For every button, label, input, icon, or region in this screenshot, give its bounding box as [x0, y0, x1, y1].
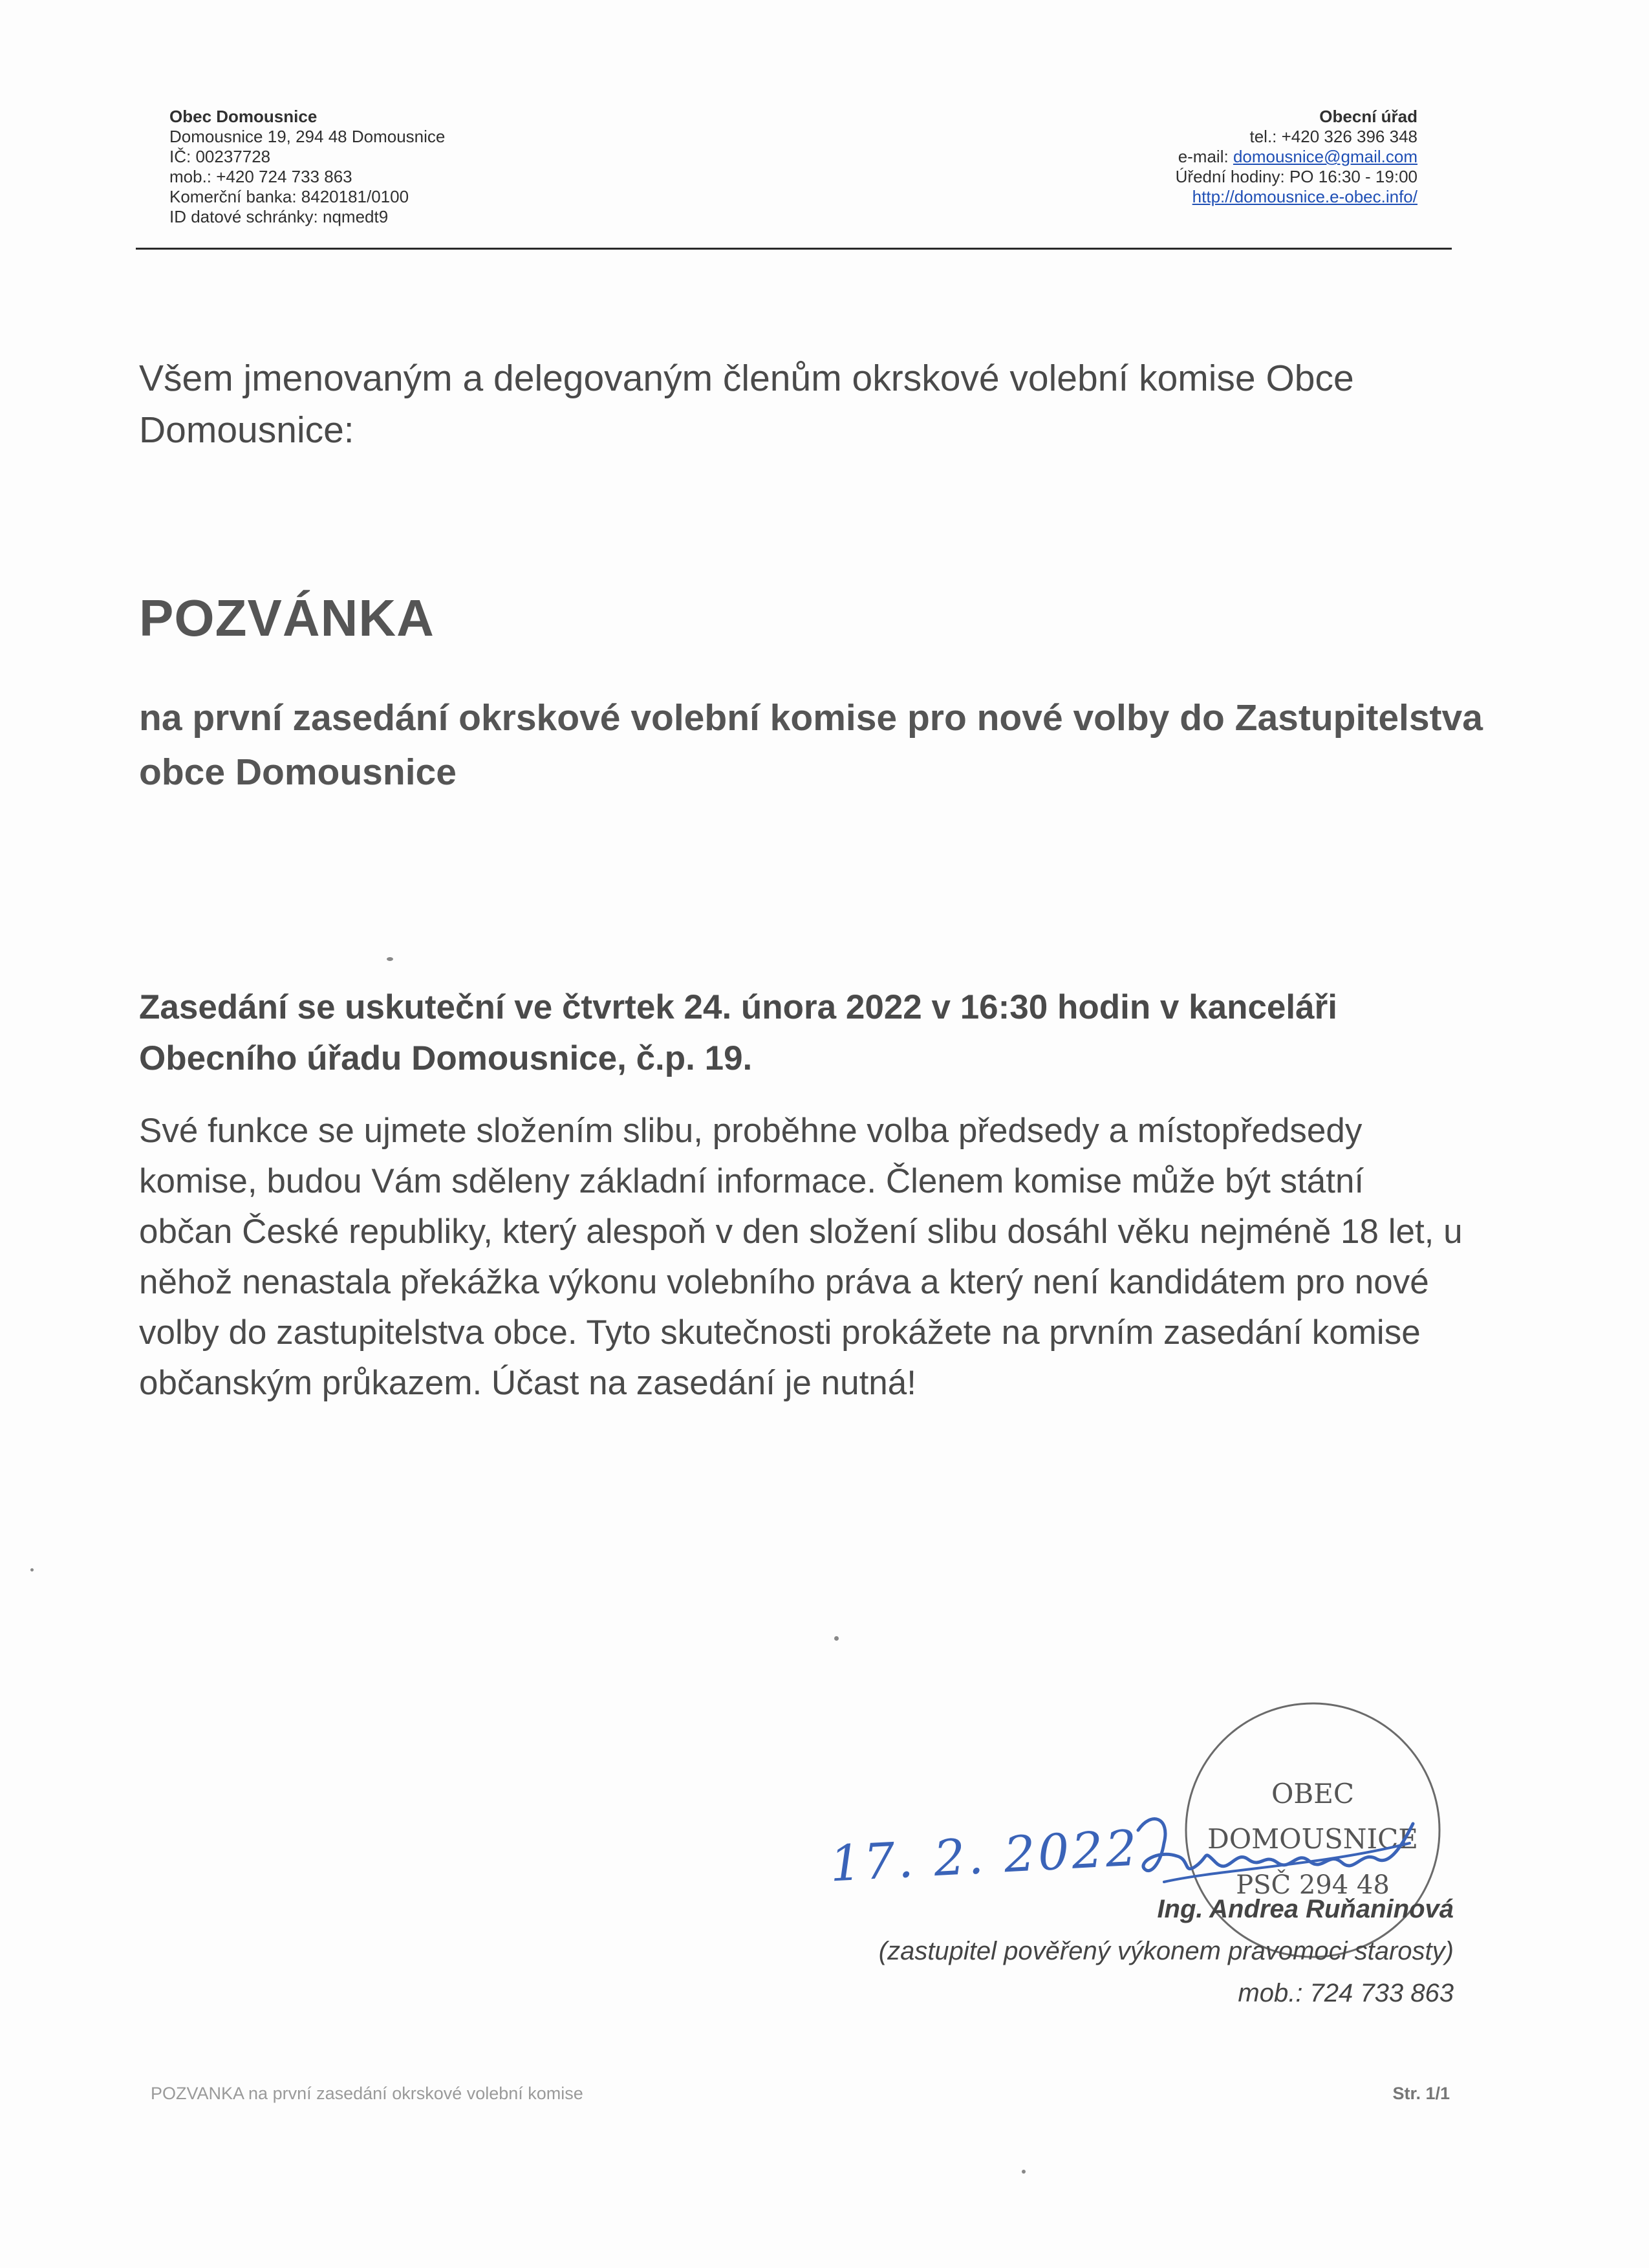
office-web-line [1176, 187, 1417, 207]
scan-speck [1022, 2170, 1026, 2174]
stamp-line-2: DOMOUSNICE [1207, 1823, 1418, 1855]
scan-speck [30, 1568, 34, 1571]
municipality-address: Domousnice 19, 294 48 Domousnice [169, 127, 446, 146]
municipality-name: Obec Domousnice [169, 107, 318, 126]
signatory-mobile: mob.: 724 733 863 [1238, 1979, 1454, 2007]
handwritten-date: 17. 2. 2022 [828, 1819, 1141, 1893]
email-label: e-mail: [1178, 147, 1233, 166]
scan-speck [387, 957, 393, 961]
signatory-role: (zastupitel pověřený výkonem pravomoci starosty) [878, 1937, 1454, 1965]
office-phone: tel.: +420 326 396 348 [1249, 127, 1417, 146]
office-hours: Úřední hodiny: PO 16:30 - 19:00 [1175, 167, 1417, 186]
body-paragraph: Své funkce se ujmete složením slibu, proběhne volba předsedy a místopředsedy komise, budou Vám sděleny základní informace. Členem komise může být státní občan České republiky, který alespoň v den složení slibu dosáhl věku nejméně 18 let, u něhož nenastala překážka výkonu volebního práva a který není kandidátem pro nové volby do zastupitelstva obce. Tyto skutečnosti prokážete na prvním zasedání komise občanským průkazem. Účast na zasedání je nutná! [139, 1112, 1463, 1402]
footer-page-number: Str. 1/1 [1392, 2084, 1450, 2103]
meeting-details: Zasedání se uskuteční ve čtvrtek 24. února 2022 v 16:30 hodin v kanceláři Obecního úřadu Domousnice, č.p. 19. [139, 988, 1337, 1077]
addressee: Všem jmenovaným a delegovaným členům okrskové volební komise Obce Domousnice: [139, 358, 1354, 451]
office-title: Obecní úřad [1319, 107, 1417, 126]
office-email-line [1176, 147, 1417, 167]
municipality-data-box: ID datové schránky: nqmedt9 [169, 207, 389, 226]
stamp-line-1: OBEC [1271, 1778, 1355, 1809]
header-office-info [1176, 107, 1417, 207]
document-title: POZVÁNKA [139, 589, 435, 647]
municipality-bank: Komerční banka: 8420181/0100 [169, 187, 409, 206]
email-link[interactable]: domousnice@gmail.com [1233, 147, 1417, 166]
signature-stroke [1138, 1819, 1413, 1871]
document-subtitle: na první zasedání okrskové volební komise pro nové volby do Zastupitelstva obce Domousnice [139, 697, 1483, 793]
municipality-mobile: mob.: +420 724 733 863 [169, 167, 352, 186]
footer-document-name: POZVANKA na první zasedání okrskové volební komise [151, 2084, 583, 2103]
signatory-name: Ing. Andrea Ruňaninová [1157, 1895, 1454, 1923]
stamp-line-3: PSČ 294 48 [1236, 1870, 1390, 1900]
header-divider [136, 248, 1452, 250]
scan-speck [834, 1636, 839, 1641]
municipality-ic: IČ: 00237728 [169, 147, 271, 166]
website-link[interactable]: http://domousnice.e-obec.info/ [1192, 187, 1417, 206]
header-municipality-info [169, 107, 445, 227]
